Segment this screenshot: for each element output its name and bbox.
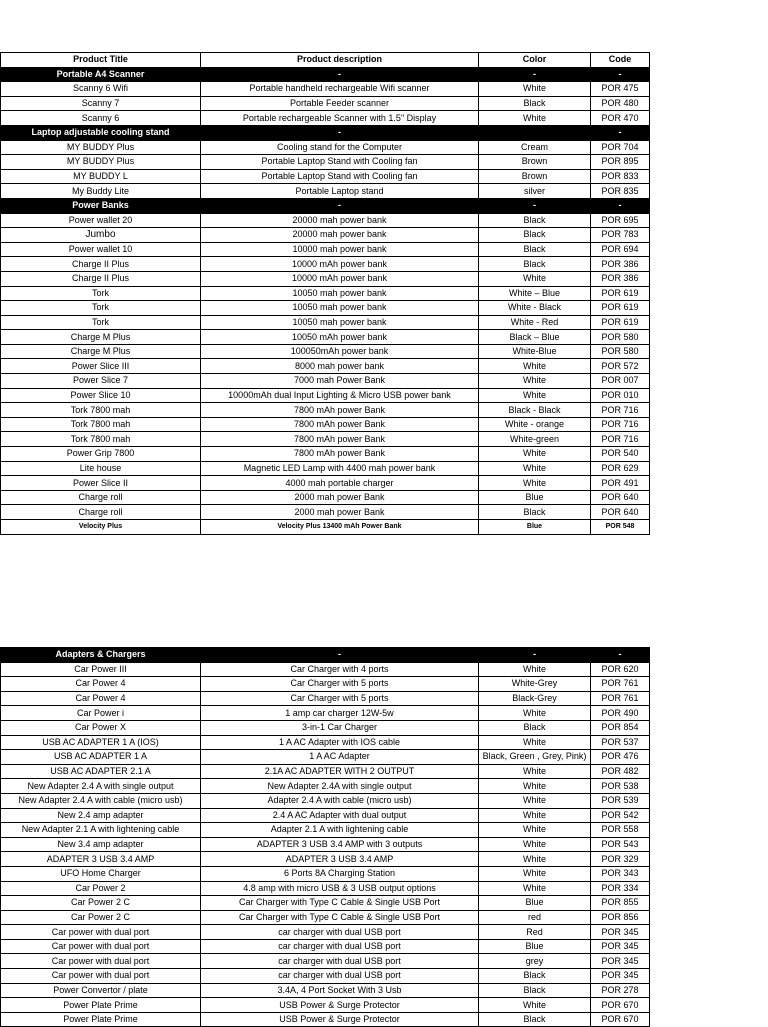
code-cell: POR 580 [591, 330, 650, 345]
code-cell: POR 854 [591, 720, 650, 735]
product-title-cell: New Adapter 2.1 A with lightening cable [1, 823, 201, 838]
color-cell: White - Black [479, 301, 591, 316]
code-cell: POR 538 [591, 779, 650, 794]
code-cell: POR 572 [591, 359, 650, 374]
description-cell: 1 amp car charger 12W-5w [201, 706, 479, 721]
color-cell: Black [479, 983, 591, 998]
product-title-cell: Tork [1, 315, 201, 330]
table-row [1, 257, 650, 272]
table-row [1, 374, 650, 389]
product-title-cell: MY BUDDY Plus [1, 140, 201, 155]
product-title-cell: New Adapter 2.4 A with cable (micro usb) [1, 793, 201, 808]
color-cell: Brown [479, 169, 591, 184]
product-title-cell: Car power with dual port [1, 954, 201, 969]
color-cell: White [479, 447, 591, 462]
description-cell: 10050 mah power bank [201, 315, 479, 330]
table-row [1, 896, 650, 911]
description-cell: Portable handheld rechargeable Wifi scanner [201, 82, 479, 97]
description-cell: 3-in-1 Car Charger [201, 720, 479, 735]
table-row [1, 823, 650, 838]
description-cell: 1 A AC Adapter with IOS cable [201, 735, 479, 750]
description-cell: 10050 mAh power bank [201, 330, 479, 345]
code-cell: POR 670 [591, 998, 650, 1013]
code-cell: POR 558 [591, 823, 650, 838]
color-cell: White [479, 476, 591, 491]
color-cell: White [479, 779, 591, 794]
description-cell: Cooling stand for the Computer [201, 140, 479, 155]
product-title-cell: Car power with dual port [1, 969, 201, 984]
table-row [1, 96, 650, 111]
table-row [1, 476, 650, 491]
description-cell: 10000 mAh power bank [201, 257, 479, 272]
color-cell: White - orange [479, 417, 591, 432]
code-cell: POR 619 [591, 286, 650, 301]
description-cell: 10000mAh dual Input Lighting & Micro USB power bank [201, 388, 479, 403]
color-cell: White [479, 271, 591, 286]
description-cell: 7000 mah Power Bank [201, 374, 479, 389]
code-cell: POR 640 [591, 490, 650, 505]
color-cell: White - Red [479, 315, 591, 330]
product-title-cell: Tork 7800 mah [1, 432, 201, 447]
description-cell: 2000 mah power Bank [201, 505, 479, 520]
code-cell: POR 537 [591, 735, 650, 750]
table-row [1, 315, 650, 330]
description-cell: 2000 mah power Bank [201, 490, 479, 505]
color-cell: Black [479, 505, 591, 520]
code-cell: POR 345 [591, 969, 650, 984]
color-cell: Black [479, 257, 591, 272]
code-cell: POR 543 [591, 837, 650, 852]
code-cell: POR 580 [591, 344, 650, 359]
color-cell: Brown [479, 155, 591, 170]
description-cell: 8000 mah power bank [201, 359, 479, 374]
code-cell: POR 761 [591, 691, 650, 706]
code-cell: - [591, 198, 650, 213]
table-row [1, 432, 650, 447]
header-color: Color [479, 53, 591, 68]
description-cell: 100050mAh power bank [201, 344, 479, 359]
product-title-cell: Power Banks [1, 198, 201, 213]
section-header-row [1, 648, 650, 663]
code-cell: POR 345 [591, 954, 650, 969]
description-cell: New Adapter 2.4A with single output [201, 779, 479, 794]
table-row [1, 301, 650, 316]
color-cell: White [479, 823, 591, 838]
table-row [1, 242, 650, 257]
product-title-cell: MY BUDDY Plus [1, 155, 201, 170]
product-title-cell: My Buddy Lite [1, 184, 201, 199]
table-row [1, 866, 650, 881]
code-cell: POR 695 [591, 213, 650, 228]
product-title-cell: USB AC ADAPTER 1 A (IOS) [1, 735, 201, 750]
color-cell: White [479, 866, 591, 881]
description-cell: Portable rechargeable Scanner with 1.5" Display [201, 111, 479, 126]
table-row [1, 82, 650, 97]
code-cell: POR 694 [591, 242, 650, 257]
color-cell: - [479, 198, 591, 213]
table-row [1, 213, 650, 228]
product-title-cell: Car power with dual port [1, 925, 201, 940]
description-cell: Portable Laptop stand [201, 184, 479, 199]
product-title-cell: Charge roll [1, 490, 201, 505]
product-title-cell: Car Power X [1, 720, 201, 735]
code-cell: POR 386 [591, 257, 650, 272]
color-cell: Blue [479, 939, 591, 954]
table-row [1, 677, 650, 692]
color-cell: White [479, 111, 591, 126]
code-cell: POR 542 [591, 808, 650, 823]
table-row [1, 169, 650, 184]
product-title-cell: Charge roll [1, 505, 201, 520]
code-cell: - [591, 125, 650, 140]
description-cell: Car Charger with 4 ports [201, 662, 479, 677]
product-title-cell: Velocity Plus [1, 520, 201, 535]
color-cell: Blue [479, 896, 591, 911]
description-cell: Velocity Plus 13400 mAh Power Bank [201, 520, 479, 535]
table-row [1, 779, 650, 794]
product-title-cell: Car Power 4 [1, 691, 201, 706]
product-title-cell: USB AC ADAPTER 2.1 A [1, 764, 201, 779]
description-cell: 10000 mAh power bank [201, 271, 479, 286]
product-title-cell: Car Power 2 C [1, 896, 201, 911]
table-row [1, 983, 650, 998]
product-title-cell: Charge II Plus [1, 257, 201, 272]
code-cell: POR 833 [591, 169, 650, 184]
description-cell: - [201, 67, 479, 82]
table-row [1, 793, 650, 808]
table-row [1, 417, 650, 432]
code-cell: POR 345 [591, 939, 650, 954]
code-cell: POR 476 [591, 750, 650, 765]
color-cell: Blue [479, 520, 591, 535]
product-title-cell: Car Power 4 [1, 677, 201, 692]
product-title-cell: Power Slice III [1, 359, 201, 374]
code-cell: POR 329 [591, 852, 650, 867]
product-title-cell: USB AC ADAPTER 1 A [1, 750, 201, 765]
color-cell: White [479, 764, 591, 779]
code-cell: POR 482 [591, 764, 650, 779]
code-cell: POR 670 [591, 1012, 650, 1027]
description-cell: 4000 mah portable charger [201, 476, 479, 491]
table-row [1, 939, 650, 954]
description-cell: car charger with dual USB port [201, 969, 479, 984]
color-cell: Black, Green , Grey, Pink) [479, 750, 591, 765]
color-cell: Cream [479, 140, 591, 155]
color-cell: Black [479, 228, 591, 243]
description-cell: 4.8 amp with micro USB & 3 USB output options [201, 881, 479, 896]
table-row [1, 1012, 650, 1027]
description-cell: car charger with dual USB port [201, 939, 479, 954]
product-title-cell: Tork 7800 mah [1, 417, 201, 432]
table-row [1, 662, 650, 677]
header-product-title: Product Title [1, 53, 201, 68]
product-title-cell: Charge M Plus [1, 330, 201, 345]
code-cell: POR 480 [591, 96, 650, 111]
color-cell: White-Blue [479, 344, 591, 359]
description-cell: 7800 mAh power Bank [201, 417, 479, 432]
code-cell: POR 761 [591, 677, 650, 692]
color-cell: White – Blue [479, 286, 591, 301]
description-cell: Portable Laptop Stand with Cooling fan [201, 169, 479, 184]
color-cell: White [479, 998, 591, 1013]
product-title-cell: Car Power 2 C [1, 910, 201, 925]
description-cell: 7800 mAh power Bank [201, 403, 479, 418]
table-row [1, 403, 650, 418]
product-title-cell: Adapters & Chargers [1, 648, 201, 663]
code-cell: POR 007 [591, 374, 650, 389]
code-cell: POR 716 [591, 432, 650, 447]
product-title-cell: Power wallet 20 [1, 213, 201, 228]
product-title-cell: Portable A4 Scanner [1, 67, 201, 82]
code-cell: - [591, 648, 650, 663]
color-cell: White [479, 808, 591, 823]
product-title-cell: ADAPTER 3 USB 3.4 AMP [1, 852, 201, 867]
code-cell: POR 640 [591, 505, 650, 520]
description-cell: 7800 mAh power Bank [201, 447, 479, 462]
code-cell: POR 856 [591, 910, 650, 925]
code-cell: POR 783 [591, 228, 650, 243]
color-cell: White [479, 881, 591, 896]
code-cell: POR 491 [591, 476, 650, 491]
code-cell: POR 619 [591, 301, 650, 316]
code-cell: POR 278 [591, 983, 650, 998]
table-row [1, 720, 650, 735]
table-row [1, 184, 650, 199]
table-row [1, 750, 650, 765]
code-cell: POR 470 [591, 111, 650, 126]
table-row [1, 691, 650, 706]
description-cell: USB Power & Surge Protector [201, 998, 479, 1013]
description-cell: 20000 mah power bank [201, 213, 479, 228]
description-cell: 3.4A, 4 Port Socket With 3 Usb [201, 983, 479, 998]
description-cell: 2.4 A AC Adapter with dual output [201, 808, 479, 823]
description-cell: 10000 mah power bank [201, 242, 479, 257]
description-cell: ADAPTER 3 USB 3.4 AMP [201, 852, 479, 867]
table-row [1, 837, 650, 852]
color-cell: White [479, 388, 591, 403]
table-row [1, 881, 650, 896]
section-header-row [1, 198, 650, 213]
description-cell: Portable Laptop Stand with Cooling fan [201, 155, 479, 170]
color-cell: White-green [479, 432, 591, 447]
color-cell: Black [479, 96, 591, 111]
color-cell: Red [479, 925, 591, 940]
description-cell: USB Power & Surge Protector [201, 1012, 479, 1027]
color-cell: White [479, 662, 591, 677]
color-cell: silver [479, 184, 591, 199]
color-cell: Black [479, 213, 591, 228]
description-cell: 10050 mah power bank [201, 286, 479, 301]
table-row [1, 359, 650, 374]
code-cell: POR 548 [591, 520, 650, 535]
table-row [1, 520, 650, 535]
color-cell: White [479, 793, 591, 808]
code-cell: POR 539 [591, 793, 650, 808]
color-cell: Black-Grey [479, 691, 591, 706]
product-title-cell: Scanny 6 [1, 111, 201, 126]
color-cell: Black [479, 1012, 591, 1027]
color-cell: White [479, 852, 591, 867]
table-row [1, 852, 650, 867]
color-cell: - [479, 648, 591, 663]
color-cell: White-Grey [479, 677, 591, 692]
code-cell: POR 835 [591, 184, 650, 199]
table-row [1, 461, 650, 476]
product-title-cell: Car Power 2 [1, 881, 201, 896]
header-row [1, 53, 650, 68]
code-cell: POR 704 [591, 140, 650, 155]
color-cell: grey [479, 954, 591, 969]
table-row [1, 111, 650, 126]
description-cell: Adapter 2.1 A with lightening cable [201, 823, 479, 838]
description-cell: ADAPTER 3 USB 3.4 AMP with 3 outputs [201, 837, 479, 852]
table-row [1, 344, 650, 359]
color-cell: White [479, 461, 591, 476]
product-title-cell: Power Convertor / plate [1, 983, 201, 998]
description-cell: - [201, 125, 479, 140]
table-row [1, 505, 650, 520]
section-header-row [1, 67, 650, 82]
description-cell: Car Charger with 5 ports [201, 691, 479, 706]
product-title-cell: Charge M Plus [1, 344, 201, 359]
product-title-cell: Car power with dual port [1, 939, 201, 954]
color-cell: White [479, 706, 591, 721]
product-title-cell: Power Plate Prime [1, 1012, 201, 1027]
code-cell: POR 386 [591, 271, 650, 286]
product-title-cell: Power Slice II [1, 476, 201, 491]
code-cell: POR 620 [591, 662, 650, 677]
code-cell: POR 540 [591, 447, 650, 462]
color-cell: - [479, 67, 591, 82]
product-table-1 [0, 52, 650, 535]
color-cell [479, 125, 591, 140]
color-cell: White [479, 374, 591, 389]
product-title-cell: UFO Home Charger [1, 866, 201, 881]
table-row [1, 808, 650, 823]
description-cell: Car Charger with Type C Cable & Single USB Port [201, 910, 479, 925]
description-cell: Portable Feeder scanner [201, 96, 479, 111]
product-title-cell: Power Slice 7 [1, 374, 201, 389]
code-cell: POR 475 [591, 82, 650, 97]
product-table-2 [0, 647, 650, 1027]
color-cell: red [479, 910, 591, 925]
description-cell: 10050 mah power bank [201, 301, 479, 316]
description-cell: Car Charger with Type C Cable & Single USB Port [201, 896, 479, 911]
color-cell: Black - Black [479, 403, 591, 418]
code-cell: POR 490 [591, 706, 650, 721]
code-cell: POR 895 [591, 155, 650, 170]
product-title-cell: New 2.4 amp adapter [1, 808, 201, 823]
product-title-cell: Scanny 7 [1, 96, 201, 111]
code-cell: - [591, 67, 650, 82]
color-cell: Black [479, 720, 591, 735]
code-cell: POR 629 [591, 461, 650, 476]
table-row [1, 155, 650, 170]
color-cell: Black – Blue [479, 330, 591, 345]
code-cell: POR 619 [591, 315, 650, 330]
product-title-cell: Car Power III [1, 662, 201, 677]
code-cell: POR 010 [591, 388, 650, 403]
table-row [1, 998, 650, 1013]
header-product-description: Product description [201, 53, 479, 68]
product-title-cell: Power Grip 7800 [1, 447, 201, 462]
table-row [1, 954, 650, 969]
product-title-cell: Tork [1, 301, 201, 316]
product-title-cell: Car Power i [1, 706, 201, 721]
code-cell: POR 716 [591, 403, 650, 418]
description-cell: car charger with dual USB port [201, 954, 479, 969]
product-title-cell: Tork 7800 mah [1, 403, 201, 418]
code-cell: POR 345 [591, 925, 650, 940]
description-cell: Adapter 2.4 A with cable (micro usb) [201, 793, 479, 808]
color-cell: Black [479, 969, 591, 984]
color-cell: White [479, 82, 591, 97]
product-title-cell: Jumbo [1, 228, 201, 243]
product-title-cell: New Adapter 2.4 A with single output [1, 779, 201, 794]
color-cell: Black [479, 242, 591, 257]
product-title-cell: Scanny 6 Wifi [1, 82, 201, 97]
table-row [1, 706, 650, 721]
table-row [1, 925, 650, 940]
table-row [1, 447, 650, 462]
description-cell: 1 A AC Adapter [201, 750, 479, 765]
code-cell: POR 334 [591, 881, 650, 896]
product-title-cell: Charge II Plus [1, 271, 201, 286]
description-cell: Magnetic LED Lamp with 4400 mah power bank [201, 461, 479, 476]
table-row [1, 228, 650, 243]
description-cell: - [201, 648, 479, 663]
section-header-row [1, 125, 650, 140]
description-cell: 7800 mAh power Bank [201, 432, 479, 447]
table-row [1, 140, 650, 155]
table-row [1, 490, 650, 505]
description-cell: 2.1A AC ADAPTER WITH 2 OUTPUT [201, 764, 479, 779]
description-cell: - [201, 198, 479, 213]
code-cell: POR 716 [591, 417, 650, 432]
table-row [1, 388, 650, 403]
product-title-cell: Power wallet 10 [1, 242, 201, 257]
product-title-cell: Power Plate Prime [1, 998, 201, 1013]
description-cell: car charger with dual USB port [201, 925, 479, 940]
color-cell: White [479, 735, 591, 750]
product-title-cell: Power Slice 10 [1, 388, 201, 403]
color-cell: Blue [479, 490, 591, 505]
code-cell: POR 855 [591, 896, 650, 911]
color-cell: White [479, 837, 591, 852]
table-row [1, 735, 650, 750]
product-title-cell: New 3.4 amp adapter [1, 837, 201, 852]
product-title-cell: Lite house [1, 461, 201, 476]
product-title-cell: Laptop adjustable cooling stand [1, 125, 201, 140]
product-title-cell: MY BUDDY L [1, 169, 201, 184]
table-row [1, 330, 650, 345]
description-cell: 6 Ports 8A Charging Station [201, 866, 479, 881]
table-row [1, 969, 650, 984]
table-row [1, 910, 650, 925]
table-row [1, 286, 650, 301]
product-title-cell: Tork [1, 286, 201, 301]
description-cell: 20000 mah power bank [201, 228, 479, 243]
table-row [1, 764, 650, 779]
color-cell: White [479, 359, 591, 374]
table-row [1, 271, 650, 286]
description-cell: Car Charger with 5 ports [201, 677, 479, 692]
header-code: Code [591, 53, 650, 68]
code-cell: POR 343 [591, 866, 650, 881]
